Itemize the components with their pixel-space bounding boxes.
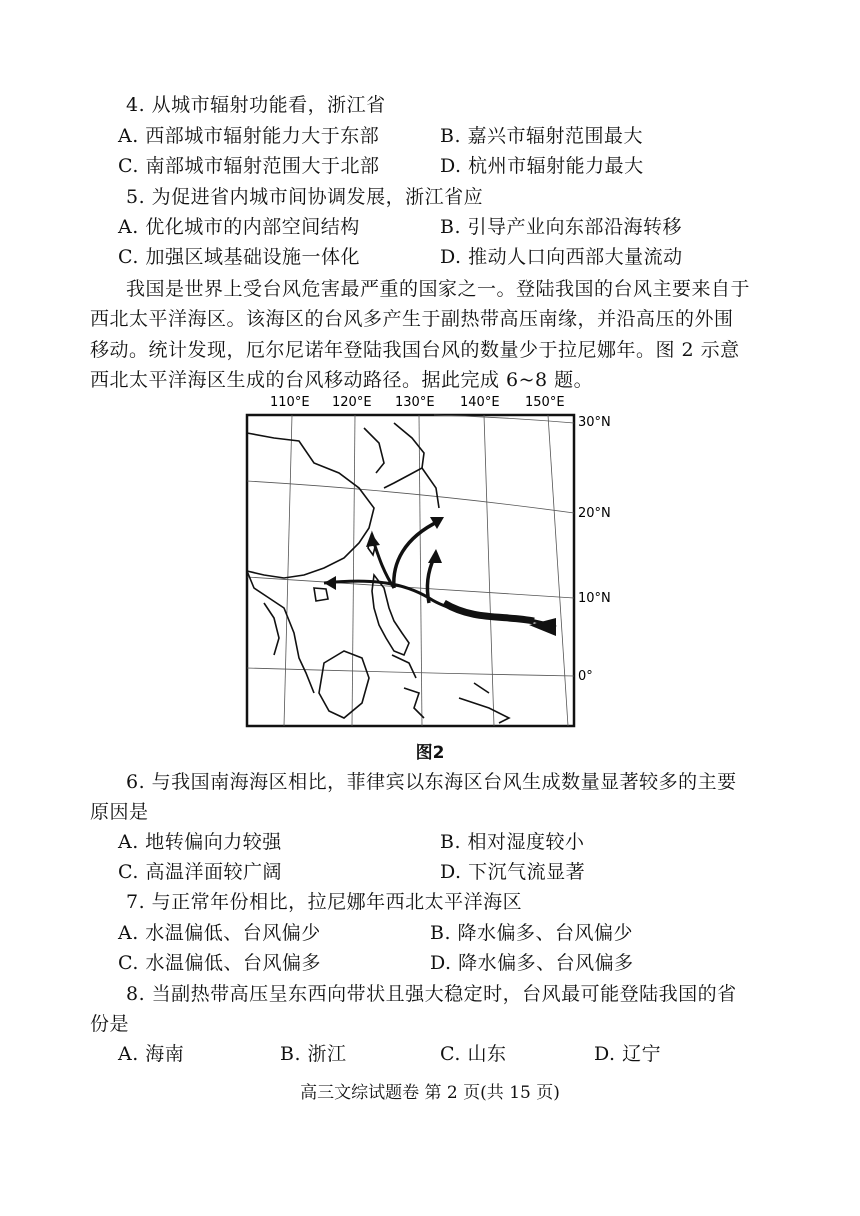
passage-line-4: 西北太平洋海区生成的台风移动路径。据此完成 6~8 题。 (90, 369, 594, 391)
q4-option-a: A. 西部城市辐射能力大于东部 (118, 125, 380, 147)
q6-option-b: B. 相对湿度较小 (440, 831, 585, 853)
lat-label-10n: 10°N (578, 591, 611, 606)
q5-option-a: A. 优化城市的内部空间结构 (118, 216, 360, 238)
q4-option-d: D. 杭州市辐射能力最大 (440, 155, 644, 177)
q4-option-c: C. 南部城市辐射范围大于北部 (118, 155, 380, 177)
q8-option-d: D. 辽宁 (594, 1043, 662, 1065)
q7-option-a: A. 水温偏低、台风偏少 (118, 922, 321, 944)
q5-stem: 5. 为促进省内城市间协调发展，浙江省应 (126, 186, 484, 208)
passage-line-1: 我国是世界上受台风危害最严重的国家之一。登陆我国的台风主要来自于 (126, 278, 751, 300)
q5-option-c: C. 加强区域基础设施一体化 (118, 246, 360, 268)
q6-option-a: A. 地转偏向力较强 (118, 831, 282, 853)
lat-label-0: 0° (578, 669, 593, 684)
passage-line-2: 西北太平洋海区。该海区的台风多产生于副热带高压南缘，并沿高压的外围 (90, 308, 734, 330)
q4-option-b: B. 嘉兴市辐射范围最大 (440, 125, 644, 147)
q8-option-a: A. 海南 (118, 1043, 185, 1065)
typhoon-path-map (244, 393, 644, 733)
lon-label-140: 140°E (460, 395, 500, 410)
map-frame (247, 415, 574, 726)
passage-line-3: 移动。统计发现，厄尔尼诺年登陆我国台风的数量少于拉尼娜年。图 2 示意 (90, 339, 740, 361)
q6-stem-line-1: 6. 与我国南海海区相比，菲律宾以东海区台风生成数量显著较多的主要 (126, 771, 737, 793)
q7-stem: 7. 与正常年份相比，拉尼娜年西北太平洋海区 (126, 891, 523, 913)
q8-stem-line-1: 8. 当副热带高压呈东西向带状且强大稳定时，台风最可能登陆我国的省 (126, 983, 737, 1005)
q6-stem-line-2: 原因是 (90, 801, 149, 823)
lon-label-120: 120°E (332, 395, 372, 410)
lon-label-150: 150°E (525, 395, 565, 410)
lon-label-130: 130°E (395, 395, 435, 410)
q4-stem: 4. 从城市辐射功能看，浙江省 (126, 94, 386, 116)
lon-label-110: 110°E (270, 395, 310, 410)
q8-stem-line-2: 份是 (90, 1013, 130, 1035)
q5-option-d: D. 推动人口向西部大量流动 (440, 246, 683, 268)
q8-option-c: C. 山东 (440, 1043, 507, 1065)
q8-option-b: B. 浙江 (280, 1043, 347, 1065)
page-footer: 高三文综试题卷 第 2 页(共 15 页) (300, 1083, 560, 1103)
q6-option-d: D. 下沉气流显著 (440, 861, 586, 883)
q7-option-b: B. 降水偏多、台风偏少 (430, 922, 634, 944)
map-caption: 图2 (415, 743, 445, 763)
q7-option-c: C. 水温偏低、台风偏多 (118, 952, 321, 974)
q6-option-c: C. 高温洋面较广阔 (118, 861, 282, 883)
lat-label-20n: 20°N (578, 506, 611, 521)
lat-label-30n: 30°N (578, 415, 611, 430)
q7-option-d: D. 降水偏多、台风偏多 (430, 952, 634, 974)
q5-option-b: B. 引导产业向东部沿海转移 (440, 216, 683, 238)
